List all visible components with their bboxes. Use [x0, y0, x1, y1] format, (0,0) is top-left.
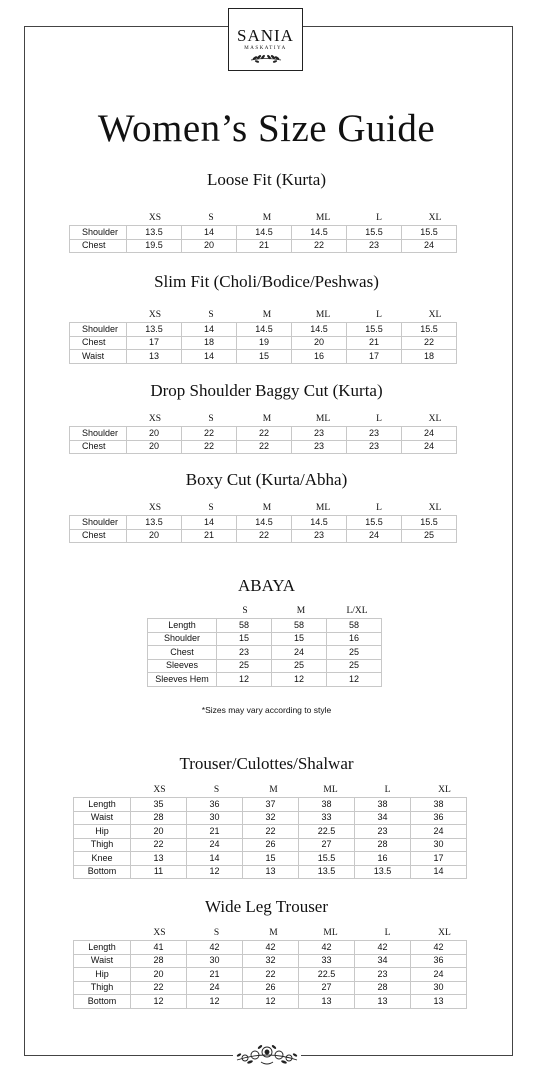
size-header: M — [262, 414, 272, 424]
table-header-row — [73, 783, 473, 797]
measurement-value: 13 — [130, 851, 187, 866]
measurement-value: 24 — [271, 645, 327, 660]
measurement-value: 23 — [354, 824, 411, 839]
measurement-label: Knee — [73, 851, 131, 866]
measurement-value: 13 — [242, 865, 299, 880]
measurement-label: Chest — [147, 645, 217, 660]
size-header: XL — [428, 213, 442, 223]
table-row — [73, 981, 473, 995]
measurement-value: 15.5 — [346, 515, 402, 530]
size-header: L — [376, 310, 382, 320]
loose-fit-table — [69, 211, 463, 252]
table-row — [69, 515, 463, 529]
size-header: XS — [148, 414, 162, 424]
size-header: XS — [153, 928, 166, 938]
table-row — [147, 645, 385, 659]
table-header-row — [69, 308, 463, 322]
size-header: XL — [428, 310, 442, 320]
measurement-label: Chest — [69, 440, 127, 455]
measurement-label: Chest — [69, 336, 127, 351]
measurement-value: 20 — [130, 967, 187, 982]
measurement-label: Chest — [69, 239, 127, 254]
slim-fit-title: Slim Fit (Choli/Bodice/Peshwas) — [154, 272, 379, 291]
measurement-value: 13 — [126, 349, 182, 364]
measurement-label: Length — [73, 797, 131, 812]
measurement-value: 15.5 — [346, 322, 402, 337]
size-header: XS — [148, 310, 162, 320]
measurement-value: 16 — [354, 851, 411, 866]
size-header: M — [296, 606, 306, 616]
size-header: S — [213, 785, 220, 795]
measurement-label: Waist — [69, 349, 127, 364]
measurement-value: 35 — [130, 797, 187, 812]
size-header: L — [376, 503, 382, 513]
measurement-value: 30 — [410, 838, 467, 853]
size-header: ML — [323, 928, 338, 938]
size-header: S — [208, 310, 214, 320]
measurement-label: Bottom — [73, 865, 131, 880]
measurement-value: 24 — [410, 967, 467, 982]
table-row — [69, 440, 463, 454]
measurement-value: 22 — [401, 336, 457, 351]
measurement-value: 14.5 — [291, 322, 347, 337]
measurement-value: 15.5 — [401, 225, 457, 240]
size-header: L — [384, 785, 391, 795]
measurement-value: 30 — [186, 954, 243, 969]
measurement-value: 12 — [242, 994, 299, 1009]
table-row — [73, 797, 473, 811]
measurement-value: 23 — [346, 440, 402, 455]
boxy-cut-table — [69, 501, 463, 542]
sizes-note: *Sizes may vary according to style — [201, 705, 332, 715]
measurement-value: 34 — [354, 811, 411, 826]
measurement-value: 42 — [410, 940, 467, 955]
measurement-value: 12 — [326, 672, 382, 687]
size-header: M — [269, 785, 278, 795]
table-row — [69, 225, 463, 239]
measurement-value: 22 — [242, 824, 299, 839]
table-row — [73, 967, 473, 981]
brand-logo — [228, 8, 303, 71]
measurement-value: 24 — [186, 981, 243, 996]
measurement-value: 25 — [216, 659, 272, 674]
size-header: M — [269, 928, 278, 938]
measurement-value: 12 — [271, 672, 327, 687]
measurement-value: 14.5 — [236, 322, 292, 337]
measurement-value: 25 — [326, 645, 382, 660]
measurement-value: 42 — [186, 940, 243, 955]
measurement-value: 24 — [401, 239, 457, 254]
size-header: S — [213, 928, 220, 938]
table-header-row — [73, 926, 473, 940]
measurement-value: 22 — [242, 967, 299, 982]
measurement-value: 28 — [354, 981, 411, 996]
size-header: ML — [315, 414, 331, 424]
table-header-row — [147, 604, 385, 618]
measurement-value: 12 — [216, 672, 272, 687]
measurement-value: 19.5 — [126, 239, 182, 254]
drop-shoulder-table — [69, 412, 463, 453]
measurement-value: 14 — [181, 225, 237, 240]
size-header: S — [242, 606, 248, 616]
measurement-label: Length — [73, 940, 131, 955]
size-header: S — [208, 213, 214, 223]
measurement-value: 24 — [186, 838, 243, 853]
table-row — [73, 824, 473, 838]
table-row — [69, 529, 463, 543]
measurement-value: 23 — [354, 967, 411, 982]
measurement-value: 20 — [130, 824, 187, 839]
table-row — [73, 940, 473, 954]
measurement-value: 22 — [130, 981, 187, 996]
measurement-value: 23 — [346, 426, 402, 441]
measurement-value: 14 — [181, 515, 237, 530]
measurement-value: 25 — [401, 529, 457, 544]
size-header: M — [262, 310, 272, 320]
measurement-value: 13 — [298, 994, 355, 1009]
measurement-value: 15.5 — [401, 322, 457, 337]
measurement-value: 23 — [216, 645, 272, 660]
measurement-value: 32 — [242, 954, 299, 969]
measurement-value: 22 — [130, 838, 187, 853]
measurement-value: 18 — [181, 336, 237, 351]
measurement-label: Sleeves — [147, 659, 217, 674]
measurement-value: 20 — [181, 239, 237, 254]
size-header: M — [262, 503, 272, 513]
measurement-value: 38 — [298, 797, 355, 812]
measurement-value: 22 — [236, 426, 292, 441]
measurement-value: 13.5 — [126, 225, 182, 240]
measurement-value: 11 — [130, 865, 187, 880]
size-header: XL — [428, 414, 442, 424]
measurement-label: Hip — [73, 967, 131, 982]
size-header: XL — [438, 785, 451, 795]
measurement-value: 13.5 — [126, 515, 182, 530]
size-header: XL — [428, 503, 442, 513]
measurement-value: 14 — [181, 349, 237, 364]
brand-name: SANIA — [237, 26, 294, 45]
measurement-value: 41 — [130, 940, 187, 955]
table-row — [69, 239, 463, 253]
size-header: ML — [323, 785, 338, 795]
measurement-value: 28 — [130, 954, 187, 969]
measurement-value: 18 — [401, 349, 457, 364]
measurement-value: 12 — [130, 994, 187, 1009]
size-header: M — [262, 213, 272, 223]
measurement-value: 58 — [326, 618, 382, 633]
size-header: L/XL — [346, 606, 368, 616]
measurement-value: 38 — [354, 797, 411, 812]
measurement-value: 20 — [126, 529, 182, 544]
size-header: ML — [315, 213, 331, 223]
measurement-value: 14 — [181, 322, 237, 337]
table-header-row — [69, 211, 463, 225]
measurement-label: Waist — [73, 811, 131, 826]
table-row — [147, 659, 385, 673]
measurement-value: 21 — [236, 239, 292, 254]
measurement-value: 15 — [236, 349, 292, 364]
trouser-title: Trouser/Culottes/Shalwar — [179, 754, 354, 773]
floral-ornament-icon — [233, 1040, 301, 1068]
table-header-row — [69, 501, 463, 515]
size-header: ML — [315, 503, 331, 513]
measurement-value: 58 — [271, 618, 327, 633]
measurement-value: 15.5 — [401, 515, 457, 530]
measurement-value: 14.5 — [291, 225, 347, 240]
measurement-value: 33 — [298, 811, 355, 826]
measurement-value: 13.5 — [298, 865, 355, 880]
measurement-value: 42 — [354, 940, 411, 955]
measurement-value: 28 — [130, 811, 187, 826]
measurement-label: Shoulder — [147, 632, 217, 647]
size-header: XL — [438, 928, 451, 938]
measurement-value: 21 — [346, 336, 402, 351]
measurement-label: Hip — [73, 824, 131, 839]
brand-subtitle: MASKATIYA — [244, 46, 287, 51]
measurement-value: 15.5 — [298, 851, 355, 866]
measurement-value: 21 — [186, 967, 243, 982]
measurement-value: 13.5 — [126, 322, 182, 337]
measurement-value: 13.5 — [354, 865, 411, 880]
measurement-value: 14.5 — [291, 515, 347, 530]
measurement-label: Thigh — [73, 981, 131, 996]
measurement-value: 14 — [410, 865, 467, 880]
measurement-value: 24 — [410, 824, 467, 839]
measurement-value: 17 — [346, 349, 402, 364]
drop-shoulder-title: Drop Shoulder Baggy Cut (Kurta) — [150, 381, 383, 400]
size-header: L — [376, 213, 382, 223]
measurement-value: 23 — [291, 529, 347, 544]
measurement-value: 21 — [181, 529, 237, 544]
measurement-value: 42 — [298, 940, 355, 955]
measurement-label: Shoulder — [69, 426, 127, 441]
measurement-value: 38 — [410, 797, 467, 812]
measurement-value: 20 — [126, 440, 182, 455]
measurement-label: Chest — [69, 529, 127, 544]
measurement-value: 23 — [346, 239, 402, 254]
table-row — [73, 851, 473, 865]
measurement-value: 36 — [186, 797, 243, 812]
table-row — [69, 336, 463, 350]
size-header: XS — [148, 213, 162, 223]
abaya-title: ABAYA — [237, 576, 295, 595]
measurement-value: 21 — [186, 824, 243, 839]
measurement-value: 16 — [291, 349, 347, 364]
table-row — [69, 322, 463, 336]
measurement-value: 22 — [181, 426, 237, 441]
measurement-value: 25 — [326, 659, 382, 674]
measurement-value: 15 — [242, 851, 299, 866]
measurement-value: 24 — [401, 426, 457, 441]
measurement-value: 25 — [271, 659, 327, 674]
measurement-value: 30 — [410, 981, 467, 996]
size-header: L — [376, 414, 382, 424]
measurement-label: Shoulder — [69, 322, 127, 337]
measurement-value: 20 — [126, 426, 182, 441]
table-header-row — [69, 412, 463, 426]
measurement-value: 26 — [242, 838, 299, 853]
measurement-value: 32 — [242, 811, 299, 826]
measurement-value: 36 — [410, 954, 467, 969]
measurement-value: 22 — [236, 440, 292, 455]
slim-fit-table — [69, 308, 463, 363]
measurement-value: 27 — [298, 838, 355, 853]
measurement-value: 28 — [354, 838, 411, 853]
measurement-value: 14.5 — [236, 515, 292, 530]
footer-floral-ornament — [233, 1040, 301, 1068]
abaya-table — [147, 604, 385, 686]
measurement-value: 23 — [291, 426, 347, 441]
size-header: S — [208, 503, 214, 513]
size-header: L — [384, 928, 391, 938]
measurement-value: 15 — [216, 632, 272, 647]
table-row — [147, 672, 385, 686]
measurement-value: 22 — [291, 239, 347, 254]
measurement-value: 22.5 — [298, 824, 355, 839]
table-row — [73, 865, 473, 879]
measurement-value: 13 — [410, 994, 467, 1009]
measurement-value: 23 — [291, 440, 347, 455]
measurement-value: 37 — [242, 797, 299, 812]
measurement-value: 36 — [410, 811, 467, 826]
measurement-value: 22 — [181, 440, 237, 455]
leaf-ornament-icon — [249, 54, 283, 64]
measurement-value: 22 — [236, 529, 292, 544]
measurement-value: 20 — [291, 336, 347, 351]
measurement-value: 34 — [354, 954, 411, 969]
wide-leg-title: Wide Leg Trouser — [204, 897, 329, 916]
measurement-label: Waist — [73, 954, 131, 969]
measurement-label: Thigh — [73, 838, 131, 853]
loose-fit-title: Loose Fit (Kurta) — [207, 170, 326, 189]
table-row — [73, 994, 473, 1008]
measurement-value: 30 — [186, 811, 243, 826]
size-header: S — [208, 414, 214, 424]
trouser-table — [73, 783, 473, 878]
measurement-value: 15 — [271, 632, 327, 647]
size-header: XS — [153, 785, 166, 795]
size-header: ML — [315, 310, 331, 320]
measurement-value: 58 — [216, 618, 272, 633]
table-row — [73, 954, 473, 968]
measurement-value: 17 — [126, 336, 182, 351]
page-title: Women’s Size Guide — [97, 107, 436, 150]
measurement-value: 12 — [186, 994, 243, 1009]
measurement-value: 19 — [236, 336, 292, 351]
table-row — [73, 811, 473, 825]
measurement-label: Length — [147, 618, 217, 633]
size-header: XS — [148, 503, 162, 513]
measurement-value: 22.5 — [298, 967, 355, 982]
measurement-value: 27 — [298, 981, 355, 996]
measurement-value: 12 — [186, 865, 243, 880]
table-row — [73, 838, 473, 852]
measurement-value: 14.5 — [236, 225, 292, 240]
measurement-value: 16 — [326, 632, 382, 647]
measurement-value: 24 — [401, 440, 457, 455]
measurement-value: 15.5 — [346, 225, 402, 240]
measurement-value: 42 — [242, 940, 299, 955]
table-row — [69, 426, 463, 440]
measurement-label: Sleeves Hem — [147, 672, 217, 687]
table-row — [147, 632, 385, 646]
measurement-value: 13 — [354, 994, 411, 1009]
boxy-cut-title: Boxy Cut (Kurta/Abha) — [185, 470, 348, 489]
measurement-label: Shoulder — [69, 225, 127, 240]
measurement-value: 14 — [186, 851, 243, 866]
measurement-value: 17 — [410, 851, 467, 866]
measurement-label: Shoulder — [69, 515, 127, 530]
table-row — [69, 349, 463, 363]
measurement-value: 33 — [298, 954, 355, 969]
measurement-value: 26 — [242, 981, 299, 996]
wide-leg-table — [73, 926, 473, 1008]
measurement-value: 24 — [346, 529, 402, 544]
table-row — [147, 618, 385, 632]
measurement-label: Bottom — [73, 994, 131, 1009]
